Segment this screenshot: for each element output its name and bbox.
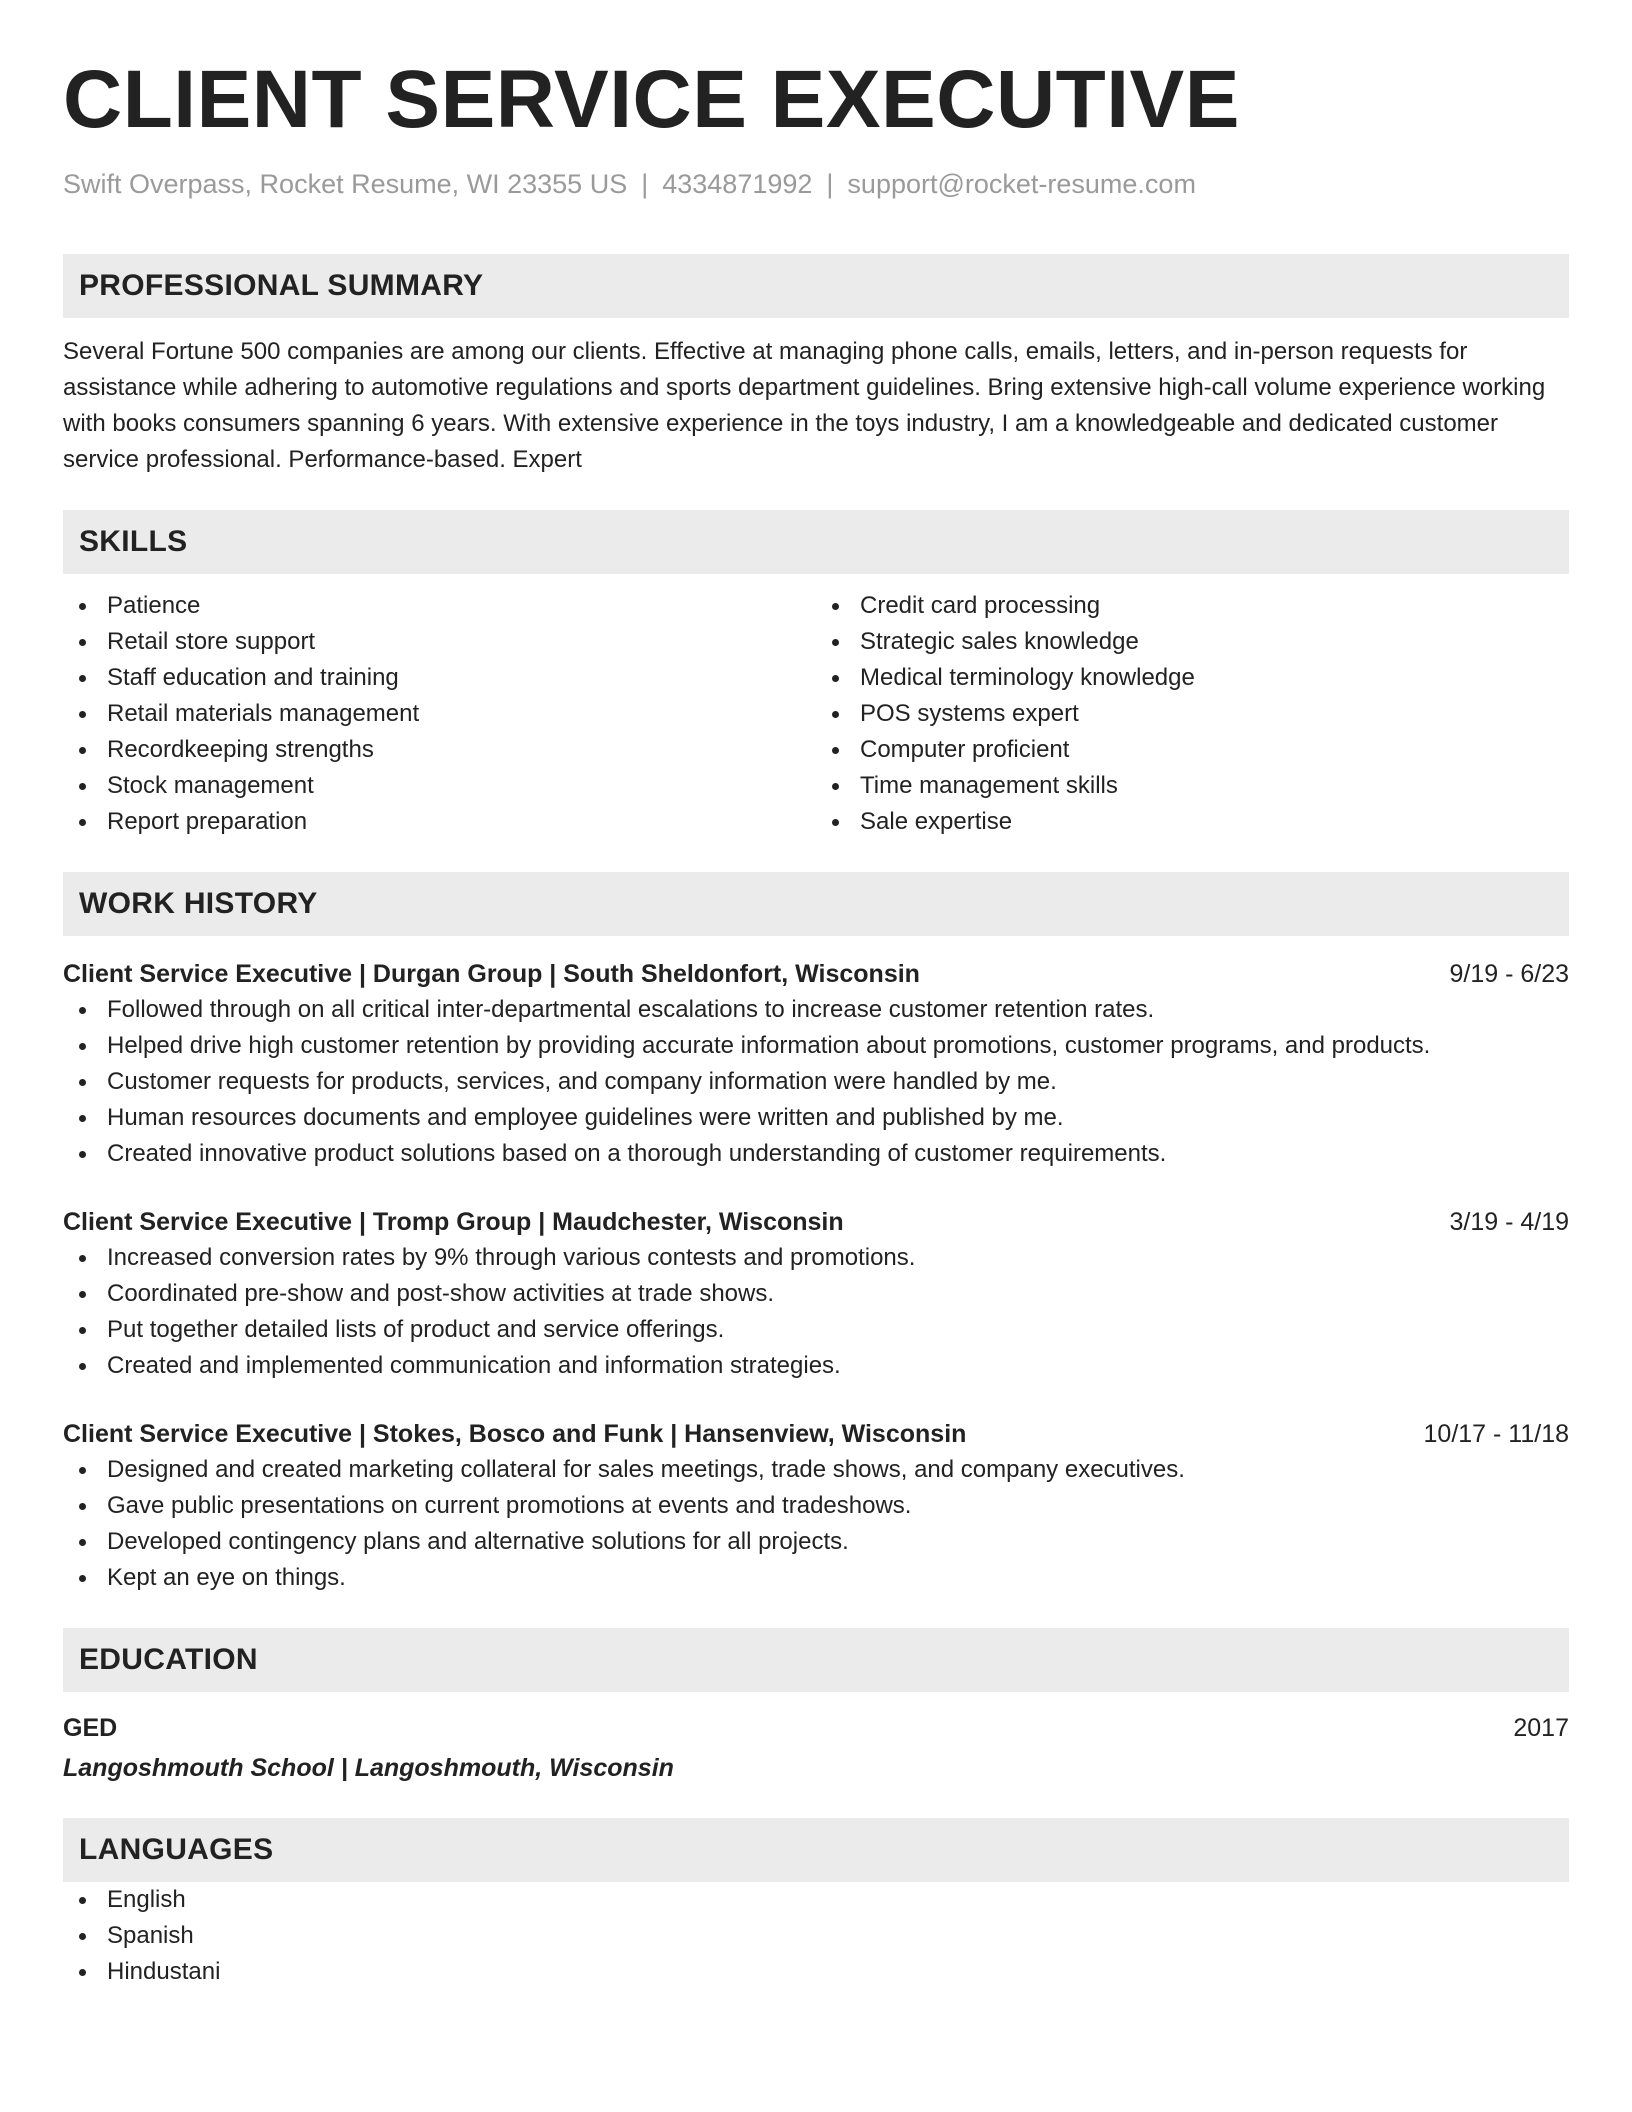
summary-text: Several Fortune 500 companies are among our clients. Effective at managing phone calls, emails, letters, and in-person requests for assistance while adhering to automotive regulations and sports department guidelines. Bring extensive high-call volume experience working with books consumers spanning 6 years. With extensive experience in the toys industry, I am a knowledgeable and dedicated customer service professional. Performance-based. Expert (63, 338, 1546, 473)
education-entry (63, 1710, 1569, 1786)
job-entry (63, 1204, 1569, 1384)
job-entry (63, 1416, 1569, 1596)
job-bullet: Created innovative product solutions based on a thorough understanding of customer requirements. (63, 1136, 1569, 1172)
skill-item: Computer proficient (816, 732, 1569, 768)
job-bullet: Followed through on all critical inter-departmental escalations to increase customer retention rates. (63, 992, 1569, 1028)
job-dates: 3/19 - 4/19 (1449, 1208, 1569, 1236)
education-degree: GED (63, 1714, 118, 1742)
job-bullet: Human resources documents and employee guidelines were written and published by me. (63, 1100, 1569, 1136)
job-bullet: Coordinated pre-show and post-show activities at trade shows. (63, 1276, 1569, 1312)
contact-separator: | (826, 169, 834, 199)
job-title: Client Service Executive | Stokes, Bosco and Funk | Hansenview, Wisconsin (63, 1420, 967, 1448)
skill-item: Staff education and training (63, 660, 816, 696)
skill-item: Patience (63, 588, 816, 624)
job-header (63, 956, 1569, 992)
section-heading-education: EDUCATION (63, 1628, 1569, 1692)
language-item: English (63, 1882, 1569, 1918)
language-item: Hindustani (63, 1954, 1569, 1990)
education-section (63, 1628, 1569, 1786)
contact-address: Swift Overpass, Rocket Resume, WI 23355 US (63, 169, 628, 199)
work-history-section (63, 872, 1569, 1596)
skill-item: Recordkeeping strengths (63, 732, 816, 768)
professional-summary-section (63, 254, 1569, 478)
languages-section (63, 1818, 1569, 1990)
job-bullet: Gave public presentations on current promotions at events and tradeshows. (63, 1488, 1569, 1524)
job-bullets (63, 1452, 1569, 1596)
job-title: Client Service Executive | Durgan Group | South Sheldonfort, Wisconsin (63, 960, 920, 988)
section-heading-work-history: WORK HISTORY (63, 872, 1569, 936)
skills-grid (63, 588, 1569, 840)
skill-item: Report preparation (63, 804, 816, 840)
job-bullet: Designed and created marketing collateral for sales meetings, trade shows, and company executives. (63, 1452, 1569, 1488)
skill-item: Credit card processing (816, 588, 1569, 624)
education-school: Langoshmouth School | Langoshmouth, Wisconsin (63, 1754, 674, 1782)
job-bullet: Created and implemented communication and information strategies. (63, 1348, 1569, 1384)
job-bullets (63, 1240, 1569, 1384)
contact-email: support@rocket-resume.com (847, 169, 1196, 199)
job-header (63, 1204, 1569, 1240)
resume-name: CLIENT SERVICE EXECUTIVE (63, 54, 1240, 145)
job-bullet: Kept an eye on things. (63, 1560, 1569, 1596)
skills-section (63, 510, 1569, 840)
job-bullet: Put together detailed lists of product and service offerings. (63, 1312, 1569, 1348)
job-bullet: Increased conversion rates by 9% through various contests and promotions. (63, 1240, 1569, 1276)
skill-item: Sale expertise (816, 804, 1569, 840)
job-title: Client Service Executive | Tromp Group | Maudchester, Wisconsin (63, 1208, 844, 1236)
contact-separator: | (641, 169, 649, 199)
contact-line (63, 168, 1569, 200)
job-header (63, 1416, 1569, 1452)
section-heading-skills: SKILLS (63, 510, 1569, 574)
skill-item: Medical terminology knowledge (816, 660, 1569, 696)
skills-column-right (816, 588, 1569, 840)
contact-phone: 4334871992 (662, 169, 813, 199)
education-header (63, 1710, 1569, 1746)
skill-item: Time management skills (816, 768, 1569, 804)
job-bullet: Customer requests for products, services, and company information were handled by me. (63, 1064, 1569, 1100)
section-heading-summary: PROFESSIONAL SUMMARY (63, 254, 1569, 318)
skill-item: Retail store support (63, 624, 816, 660)
skill-item: Retail materials management (63, 696, 816, 732)
skill-item: Stock management (63, 768, 816, 804)
job-dates: 10/17 - 11/18 (1423, 1420, 1569, 1448)
job-entry (63, 956, 1569, 1172)
skill-item: Strategic sales knowledge (816, 624, 1569, 660)
job-bullets (63, 992, 1569, 1172)
skill-item: POS systems expert (816, 696, 1569, 732)
job-bullet: Helped drive high customer retention by providing accurate information about promotions, customer programs, and products. (63, 1028, 1569, 1064)
section-heading-languages: LANGUAGES (63, 1818, 1569, 1882)
job-bullet: Developed contingency plans and alternative solutions for all projects. (63, 1524, 1569, 1560)
education-year: 2017 (1513, 1714, 1569, 1742)
job-dates: 9/19 - 6/23 (1449, 960, 1569, 988)
languages-list (63, 1882, 1569, 1990)
language-item: Spanish (63, 1918, 1569, 1954)
skills-column-left (63, 588, 816, 840)
